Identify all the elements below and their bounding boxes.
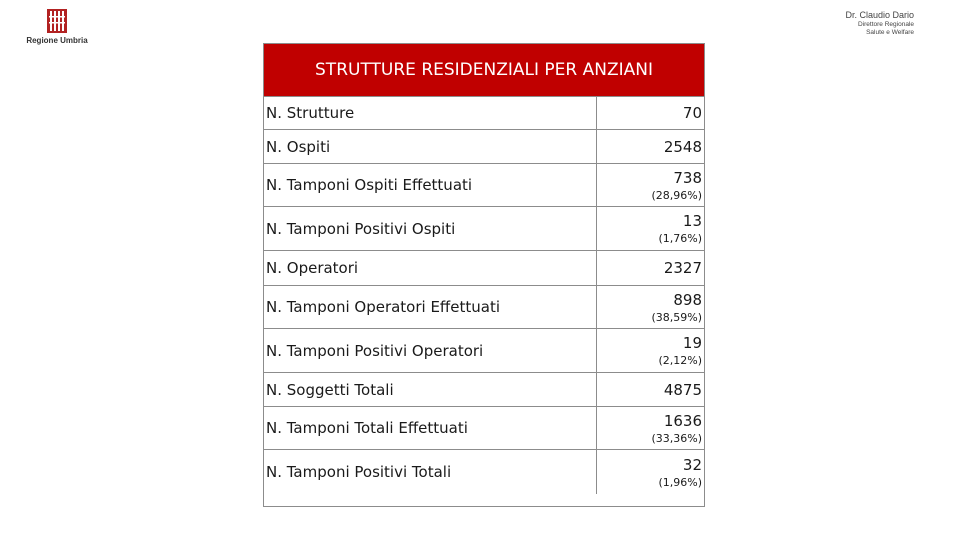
row-value-cell bbox=[597, 130, 704, 163]
row-label: N. Tamponi Totali Effettuati bbox=[264, 407, 597, 449]
row-value: 4875 bbox=[663, 380, 702, 399]
row-label: N. Strutture bbox=[264, 97, 597, 129]
table-row bbox=[264, 97, 704, 130]
row-value: 1636 bbox=[663, 411, 702, 430]
row-value: 13 bbox=[682, 212, 702, 230]
table-title: STRUTTURE RESIDENZIALI PER ANZIANI bbox=[264, 44, 704, 97]
table-row bbox=[264, 251, 704, 286]
row-value-cell bbox=[597, 450, 704, 494]
row-value-cell bbox=[597, 97, 704, 129]
statistics-table bbox=[263, 43, 705, 507]
author-name: Dr. Claudio Dario bbox=[845, 10, 914, 20]
row-value: 32 bbox=[682, 455, 702, 474]
row-percentage: (38,59%) bbox=[651, 310, 702, 324]
row-value: 898 bbox=[673, 290, 702, 309]
row-percentage: (28,96%) bbox=[651, 188, 702, 202]
row-label: N. Tamponi Operatori Effettuati bbox=[264, 286, 597, 328]
author-block bbox=[845, 10, 914, 37]
table-row bbox=[264, 164, 704, 207]
row-value-cell bbox=[597, 251, 704, 285]
row-percentage: (33,36%) bbox=[651, 431, 702, 445]
table-row bbox=[264, 130, 704, 164]
author-role-line1: Direttore Regionale bbox=[857, 21, 914, 28]
row-value: 70 bbox=[682, 104, 702, 122]
row-value-cell bbox=[597, 164, 704, 206]
row-value: 2548 bbox=[663, 137, 702, 156]
row-label: N. Tamponi Positivi Ospiti bbox=[264, 207, 597, 250]
row-value-cell bbox=[597, 207, 704, 250]
row-percentage: (1,96%) bbox=[658, 475, 702, 489]
table-row bbox=[264, 329, 704, 373]
table-body bbox=[264, 97, 704, 494]
row-value: 19 bbox=[682, 334, 702, 352]
row-label: N. Operatori bbox=[264, 251, 597, 285]
row-value-cell bbox=[597, 329, 704, 372]
table-row bbox=[264, 207, 704, 251]
table-row bbox=[264, 286, 704, 329]
row-label: N. Tamponi Positivi Totali bbox=[264, 450, 597, 494]
row-value-cell bbox=[597, 407, 704, 449]
row-percentage: (1,76%) bbox=[658, 232, 702, 245]
row-value-cell bbox=[597, 373, 704, 406]
row-value: 2327 bbox=[663, 259, 702, 277]
row-label: N. Ospiti bbox=[264, 130, 597, 163]
table-row bbox=[264, 450, 704, 494]
row-value: 738 bbox=[673, 168, 702, 187]
author-role-line2: Salute e Welfare bbox=[866, 29, 914, 36]
regione-umbria-emblem-icon bbox=[46, 8, 68, 34]
regione-umbria-logo bbox=[24, 8, 90, 45]
row-label: N. Soggetti Totali bbox=[264, 373, 597, 406]
row-label: N. Tamponi Positivi Operatori bbox=[264, 329, 597, 372]
row-percentage: (2,12%) bbox=[658, 354, 702, 367]
table-row bbox=[264, 373, 704, 407]
table-row bbox=[264, 407, 704, 450]
row-value-cell bbox=[597, 286, 704, 328]
row-label: N. Tamponi Ospiti Effettuati bbox=[264, 164, 597, 206]
logo-text: Regione Umbria bbox=[26, 36, 88, 45]
